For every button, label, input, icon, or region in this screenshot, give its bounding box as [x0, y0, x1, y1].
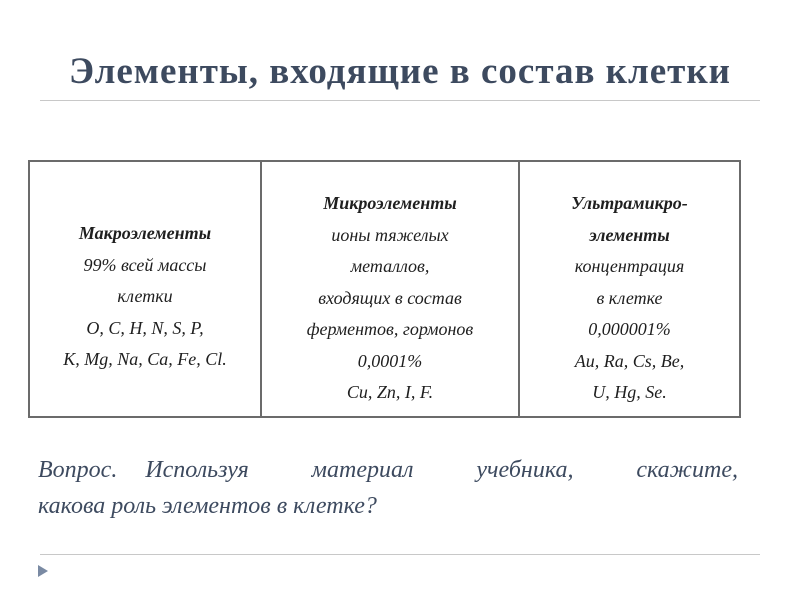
question-line	[38, 452, 738, 488]
column-line: металлов,	[350, 256, 430, 276]
column-line: K, Mg, Na, Ca, Fe, Cl.	[63, 349, 227, 369]
column-heading: Макроэлементы	[78, 223, 212, 243]
column-heading: элементы	[589, 224, 670, 245]
column-line: 0,000001%	[588, 319, 671, 339]
column-line: 99% всей массы	[83, 254, 207, 275]
column-line: Cu, Zn, I, F.	[346, 382, 434, 402]
table-column-macro	[30, 162, 262, 416]
column-heading: Ультрамикро-	[571, 193, 688, 213]
column-line: концентрация	[574, 256, 685, 276]
elements-table	[28, 160, 741, 418]
column-line: O, C, H, N, S, P,	[86, 317, 204, 338]
column-line: в клетке	[596, 287, 663, 308]
table-column-ultramicro	[520, 162, 739, 416]
table-column-micro	[262, 162, 520, 416]
footer-divider	[40, 554, 760, 555]
question-line-2: какова роль элементов в клетке?	[38, 493, 377, 519]
column-line: клетки	[117, 286, 173, 306]
column-line: U, Hg, Se.	[592, 382, 667, 402]
question-text	[38, 452, 738, 524]
column-line: 0,0001%	[357, 350, 423, 371]
column-line: ферментов, гормонов	[306, 319, 474, 339]
column-heading: Микроэлементы	[323, 193, 457, 213]
question-line-1: Используя материал учебника, скажите,	[145, 457, 738, 483]
play-arrow-icon[interactable]	[38, 565, 48, 577]
title-divider	[40, 100, 760, 101]
slide-title: Элементы, входящие в состав клетки	[68, 51, 731, 92]
question-label: Вопрос.	[38, 457, 118, 483]
column-line: входящих в состав	[318, 287, 462, 308]
column-line: ионы тяжелых	[331, 224, 449, 245]
column-line: Au, Ra, Cs, Be,	[574, 350, 685, 371]
